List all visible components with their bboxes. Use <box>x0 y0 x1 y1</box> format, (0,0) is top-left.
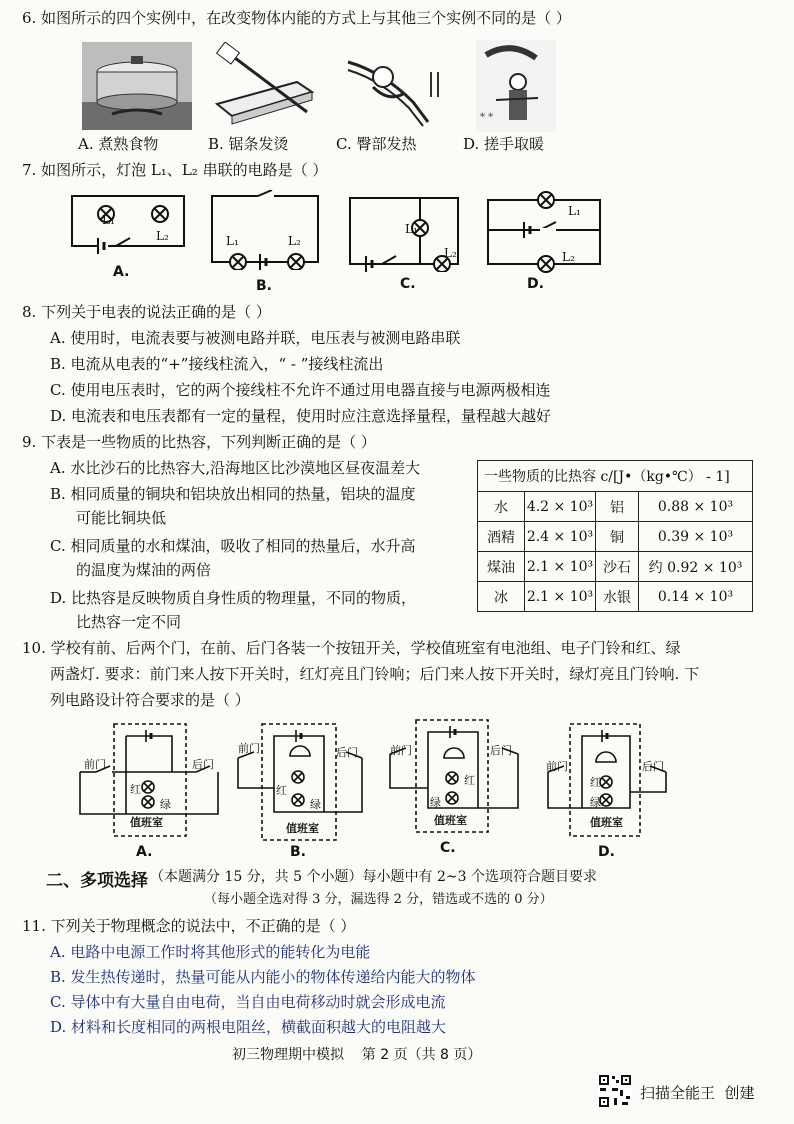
table-cell: 煤油 <box>478 552 525 582</box>
specific-heat-table <box>477 460 753 612</box>
q11-option-d: D. 材料和长度相同的两根电阻丝，横截面积越大的电阻越大 <box>50 1018 447 1036</box>
section2-desc: （本题满分 15 分，共 5 个小题）每小题中有 2~3 个选项符合题目要求 <box>150 869 597 885</box>
q10-b-green: 绿 <box>310 798 321 811</box>
cooking-pot-picture <box>82 42 192 130</box>
q8-stem: 8. 下列关于电表的说法正确的是（ ） <box>22 303 271 321</box>
table-header: 一些物质的比热容 c/[J•（kg•℃） - 1] <box>478 461 753 492</box>
q10-line2: 两盏灯. 要求：前门来人按下开关时，红灯亮且门铃响；后门来人按下开关时，绿灯亮且门铃响. 下 <box>50 665 700 683</box>
table-cell: 水银 <box>596 582 639 612</box>
q10-d-room: 值班室 <box>590 816 623 829</box>
q7-circuit-c <box>346 192 462 272</box>
q9-option-c-cont: 的温度为煤油的两倍 <box>76 561 212 579</box>
q8-option-c: C. 使用电压表时，它的两个接线柱不允许不通过用电器直接与电源两极相连 <box>50 381 551 399</box>
q7-label-a: A. <box>113 264 130 280</box>
q7-label-d: D. <box>527 276 544 292</box>
page-footer: 初三物理期中模拟 第 2 页（共 8 页） <box>232 1047 482 1063</box>
q7-stem: 7. 如图所示，灯泡 L₁、L₂ 串联的电路是（ ） <box>22 161 328 179</box>
table-cell: 约 0.92 × 10³ <box>639 552 753 582</box>
q10-b-red: 红 <box>276 784 287 797</box>
q10-c-front: 前门 <box>390 744 412 757</box>
table-cell: 铝 <box>596 492 639 522</box>
q7-circuit-a <box>68 192 188 258</box>
q10-c-back: 后门 <box>490 744 512 757</box>
q6-stem: 6. 如图所示的四个实例中，在改变物体内能的方式上与其他三个实例不同的是（ ） <box>22 9 571 27</box>
q10-a-front: 前门 <box>84 758 106 771</box>
table-cell: 4.2 × 10³ <box>525 492 596 522</box>
q10-a-red: 红 <box>130 783 141 796</box>
q7-a-l1: L₁ <box>102 213 115 227</box>
q10-a-back: 后门 <box>192 758 214 771</box>
q9-option-b: B. 相同质量的铜块和铝块放出相同的热量，铝块的温度 <box>50 485 416 503</box>
q10-a-room: 值班室 <box>130 816 163 829</box>
q10-b-back: 后门 <box>336 746 358 759</box>
table-cell: 酒精 <box>478 522 525 552</box>
q9-option-a: A. 水比沙石的比热容大,沿海地区比沙漠地区昼夜温差大 <box>50 459 421 477</box>
table-cell: 0.14 × 10³ <box>639 582 753 612</box>
q9-option-b-cont: 可能比铜块低 <box>76 509 167 527</box>
q10-line3: 列电路设计符合要求的是（ ） <box>50 691 250 709</box>
q8-option-b: B. 电流从电表的“+”接线柱流入，“ - ”接线柱流出 <box>50 355 384 373</box>
q10-d-red: 红 <box>590 776 601 789</box>
q7-b-l1: L₁ <box>226 234 239 248</box>
table-cell: 沙石 <box>596 552 639 582</box>
q10-d-green: 绿 <box>590 796 601 809</box>
q11-stem: 11. 下列关于物理概念的说法中，不正确的是（ ） <box>22 917 356 935</box>
q10-a-green: 绿 <box>160 798 171 811</box>
table-row <box>478 582 753 612</box>
table-cell: 水 <box>478 492 525 522</box>
q10-label-b: B. <box>290 844 306 860</box>
q10-c-green: 绿 <box>430 796 441 809</box>
table-cell: 0.88 × 10³ <box>639 492 753 522</box>
section2-title: 二、多项选择 <box>46 871 148 891</box>
q10-line1: 10. 学校有前、后两个门，在前、后门各装一个按钮开关，学校值班室有电池组、电子门铃和红、绿 <box>22 639 681 657</box>
q10-d-back: 后门 <box>642 760 664 773</box>
q10-label-c: C. <box>440 840 456 856</box>
qr-code-icon <box>598 1074 632 1108</box>
q6-option-c: C. 臀部发热 <box>336 135 417 153</box>
slide-picture <box>343 42 453 130</box>
q9-option-c: C. 相同质量的水和煤油，吸收了相同的热量后，水升高 <box>50 537 416 555</box>
q8-option-d: D. 电流表和电压表都有一定的量程，使用时应注意选择量程，量程越大越好 <box>50 407 552 425</box>
q7-circuit-d <box>484 190 604 274</box>
q10-c-red: 红 <box>464 774 475 787</box>
scanner-watermark: 扫描全能王 创建 <box>640 1084 755 1102</box>
q9-option-d-cont: 比热容一定不同 <box>76 613 182 631</box>
table-cell: 2.1 × 10³ <box>525 582 596 612</box>
table-cell: 冰 <box>478 582 525 612</box>
q7-label-c: C. <box>400 276 416 292</box>
q6-option-d: D. 搓手取暖 <box>463 135 545 153</box>
q7-label-b: B. <box>256 278 272 294</box>
saw-picture <box>207 42 317 130</box>
q8-option-a: A. 使用时，电流表要与被测电路并联，电压表与被测电路串联 <box>50 329 461 347</box>
q7-d-l2: L₂ <box>562 250 575 264</box>
q9-option-d: D. 比热容是反映物质自身性质的物理量，不同的物质， <box>50 589 417 607</box>
q11-option-a: A. 电路中电源工作时将其他形式的能转化为电能 <box>50 943 371 961</box>
q7-b-l2: L₂ <box>288 234 301 248</box>
table-cell: 铜 <box>596 522 639 552</box>
q11-option-c: C. 导体中有大量自由电荷，当自由电荷移动时就会形成电流 <box>50 993 446 1011</box>
q10-label-d: D. <box>598 844 615 860</box>
svg-text:* *: * * <box>480 112 494 123</box>
q11-option-b: B. 发生热传递时，热量可能从内能小的物体传递给内能大的物体 <box>50 968 476 986</box>
q7-d-l1: L₁ <box>568 204 581 218</box>
q10-c-room: 值班室 <box>434 814 467 827</box>
q7-a-l2: L₂ <box>156 229 169 243</box>
q10-b-front: 前门 <box>238 742 260 755</box>
table-row <box>478 552 753 582</box>
table-cell: 2.1 × 10³ <box>525 552 596 582</box>
q9-stem: 9. 下表是一些物质的比热容，下列判断正确的是（ ） <box>22 433 376 451</box>
q10-label-a: A. <box>136 844 153 860</box>
q7-c-l2: L₂ <box>444 246 457 260</box>
table-row <box>478 522 753 552</box>
q7-circuit-b <box>208 190 322 270</box>
table-row <box>478 492 753 522</box>
table-cell: 2.4 × 10³ <box>525 522 596 552</box>
q10-b-room: 值班室 <box>286 822 319 835</box>
rubbing-hands-picture <box>476 40 556 132</box>
section2-note: （每小题全选对得 3 分，漏选得 2 分，错选或不选的 0 分） <box>204 892 553 907</box>
q7-c-l1: L₁ <box>405 222 418 236</box>
q6-option-a: A. 煮熟食物 <box>78 135 159 153</box>
q6-option-b: B. 锯条发烫 <box>208 135 289 153</box>
table-cell: 0.39 × 10³ <box>639 522 753 552</box>
q10-d-front: 前门 <box>546 760 568 773</box>
